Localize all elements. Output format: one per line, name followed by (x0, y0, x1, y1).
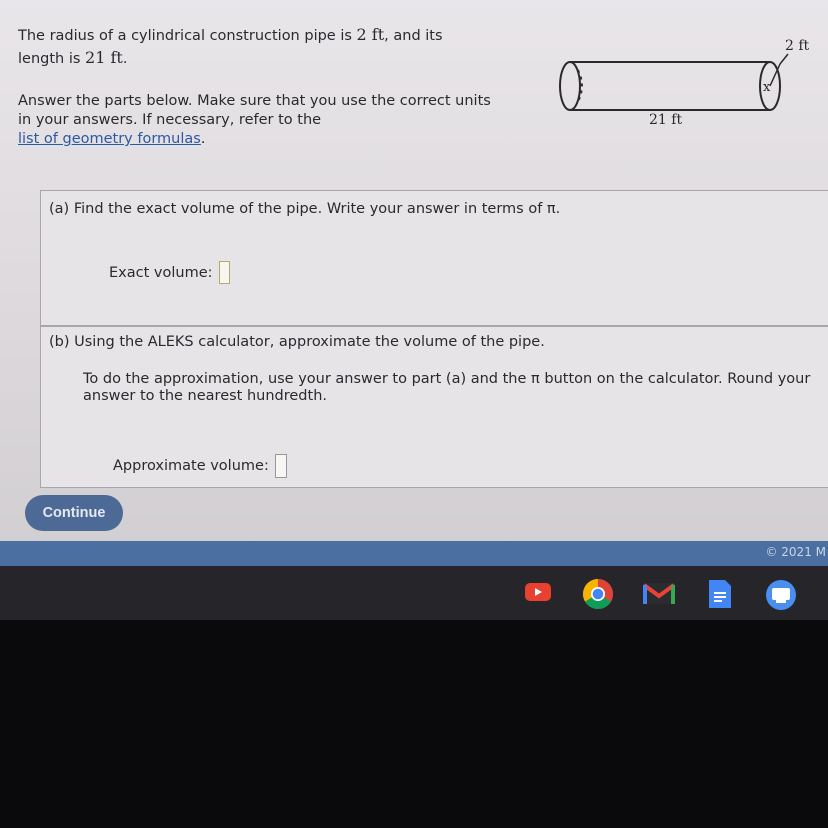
taskbar (0, 566, 828, 620)
problem-statement (18, 24, 488, 70)
copyright-text: © 2021 M (765, 545, 826, 559)
part-a-question (49, 201, 560, 217)
instructions-text: Answer the parts below. Make sure that you use the correct units in your answers. If necessary, refer to the (18, 93, 491, 128)
docs-icon[interactable] (707, 578, 733, 614)
length-value: 21 ft (85, 48, 123, 67)
part-b-question (49, 334, 545, 350)
gmail-icon[interactable] (641, 580, 677, 610)
instructions-period: . (200, 131, 206, 147)
problem-text-4: . (122, 51, 128, 67)
problem-text-2: , and its (384, 28, 443, 44)
footer-bar (0, 541, 828, 566)
dark-bezel-area (0, 620, 828, 828)
radius-label: 2 ft (785, 38, 810, 54)
continue-button[interactable]: Continue (25, 495, 123, 531)
part-b-instructions: To do the approximation, use your answer to part (a) and the π button on the calculator. Round your answer to the nearest hundredth. (83, 371, 811, 404)
part-a-panel (40, 190, 828, 326)
center-mark: x (763, 80, 771, 95)
classroom-icon[interactable] (764, 580, 798, 614)
part-b-text: Using the ALEKS calculator, approximate the volume of the pipe. (74, 334, 545, 350)
problem-text-1: The radius of a cylindrical construction pipe is (18, 28, 357, 44)
youtube-icon[interactable] (524, 580, 552, 608)
approximate-volume-label: Approximate volume: (113, 458, 269, 474)
part-a-text: Find the exact volume of the pipe. Write your answer in terms of π. (73, 201, 561, 217)
part-a-label: (a) (49, 201, 70, 217)
exact-volume-row (109, 261, 230, 284)
approximate-volume-row (113, 454, 287, 478)
approximate-volume-input[interactable] (275, 454, 287, 478)
chrome-icon[interactable] (582, 578, 614, 614)
radius-value: 2 ft (356, 25, 385, 44)
length-label: 21 ft (649, 112, 683, 128)
geometry-formulas-link[interactable]: list of geometry formulas (18, 131, 201, 147)
exact-volume-label: Exact volume: (109, 264, 213, 281)
cylinder-figure (548, 36, 828, 136)
instructions (18, 92, 498, 149)
part-b-panel (40, 325, 828, 488)
exact-volume-input[interactable] (219, 261, 230, 284)
problem-text-3: length is (18, 51, 86, 67)
part-b-label: (b) (49, 334, 70, 350)
